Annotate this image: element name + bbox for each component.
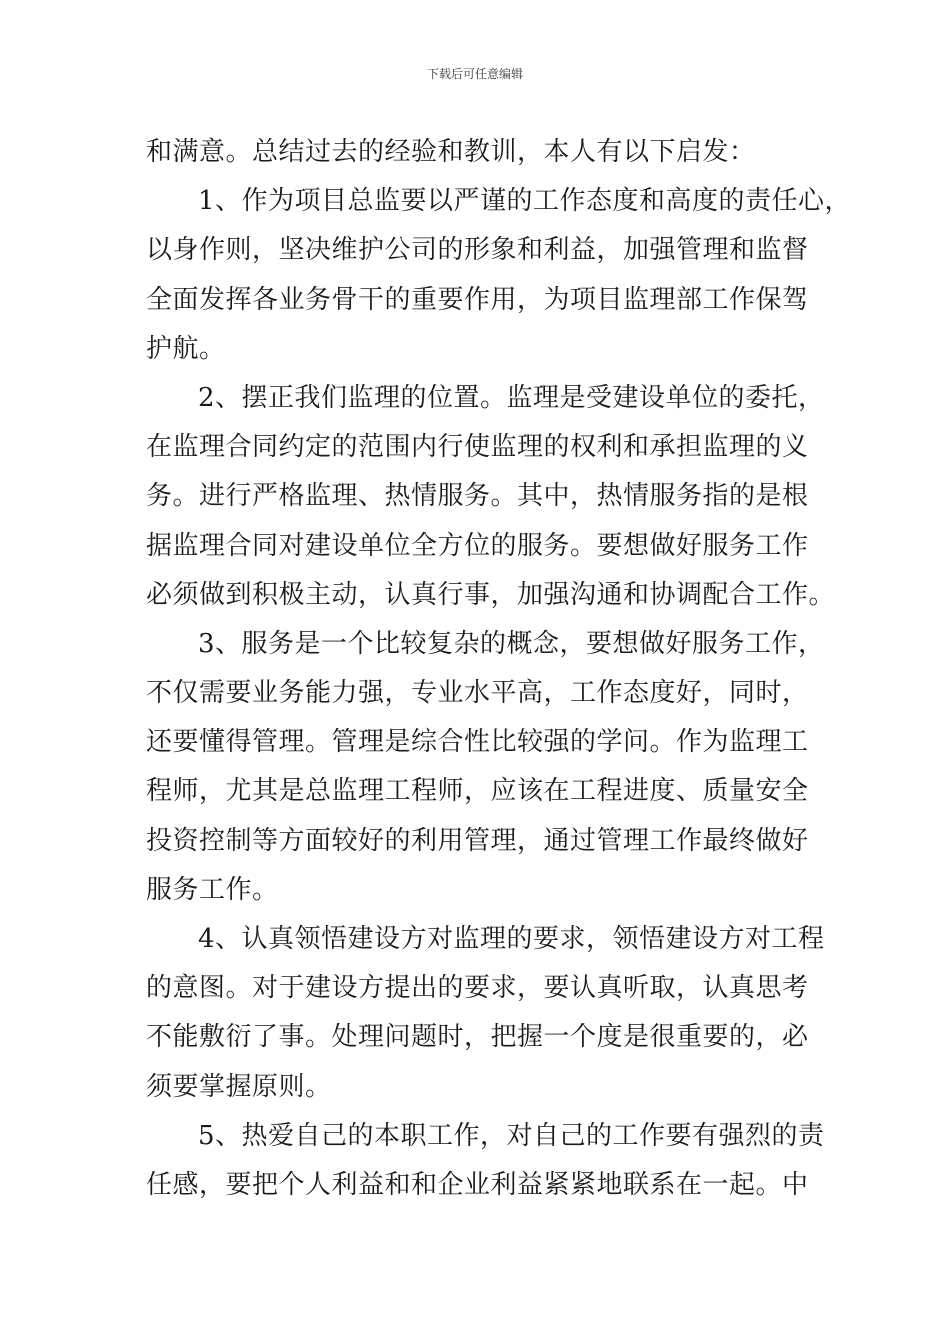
text-line: 务。进行严格监理、热情服务。其中，热情服务指的是根 <box>146 481 809 512</box>
paragraph-start-line: 3、服务是一个比较复杂的概念，要想做好服务工作， <box>198 628 825 659</box>
text-line: 不能敷衍了事。处理问题时，把握一个度是很重要的，必 <box>146 1022 809 1053</box>
text-line: 投资控制等方面较好的利用管理，通过管理工作最终做好 <box>146 825 809 856</box>
text-line: 的意图。对于建设方提出的要求，要认真听取，认真思考 <box>146 973 809 1004</box>
text-line: 必须做到积极主动，认真行事，加强沟通和协调配合工作。 <box>146 579 836 610</box>
text-line: 和满意。总结过去的经验和教训，本人有以下启发： <box>146 137 756 167</box>
text-line: 护航。 <box>146 333 226 364</box>
text-line: 据监理合同对建设单位全方位的服务。要想做好服务工作 <box>146 530 809 561</box>
paragraph-start-line: 1、作为项目总监要以严谨的工作态度和高度的责任心， <box>198 186 852 217</box>
paragraph-start-line: 2、摆正我们监理的位置。监理是受建设单位的委托， <box>198 382 825 413</box>
paragraph-start-line: 4、认真领悟建设方对监理的要求，领悟建设方对工程 <box>198 924 825 954</box>
page-header: 下载后可任意编辑 <box>426 67 523 81</box>
text-line: 不仅需要业务能力强，专业水平高，工作态度好，同时， <box>146 678 809 709</box>
text-line: 全面发挥各业务骨干的重要作用，为项目监理部工作保驾 <box>146 284 809 315</box>
document-body <box>146 128 852 1210</box>
text-line: 以身作则，坚决维护公司的形象和利益，加强管理和监督 <box>146 235 809 266</box>
text-line: 程师，尤其是总监理工程师，应该在工程进度、质量安全 <box>146 776 809 807</box>
text-line: 须要掌握原则。 <box>146 1071 332 1102</box>
paragraph-start-line: 5、热爱自己的本职工作，对自己的工作要有强烈的责 <box>198 1120 825 1151</box>
text-line: 任感，要把个人利益和和企业利益紧紧地联系在一起。中 <box>146 1169 809 1200</box>
text-line: 在监理合同约定的范围内行使监理的权利和承担监理的义 <box>146 432 809 463</box>
text-line: 还要懂得管理。管理是综合性比较强的学问。作为监理工 <box>146 727 809 758</box>
text-line: 服务工作。 <box>146 874 279 905</box>
